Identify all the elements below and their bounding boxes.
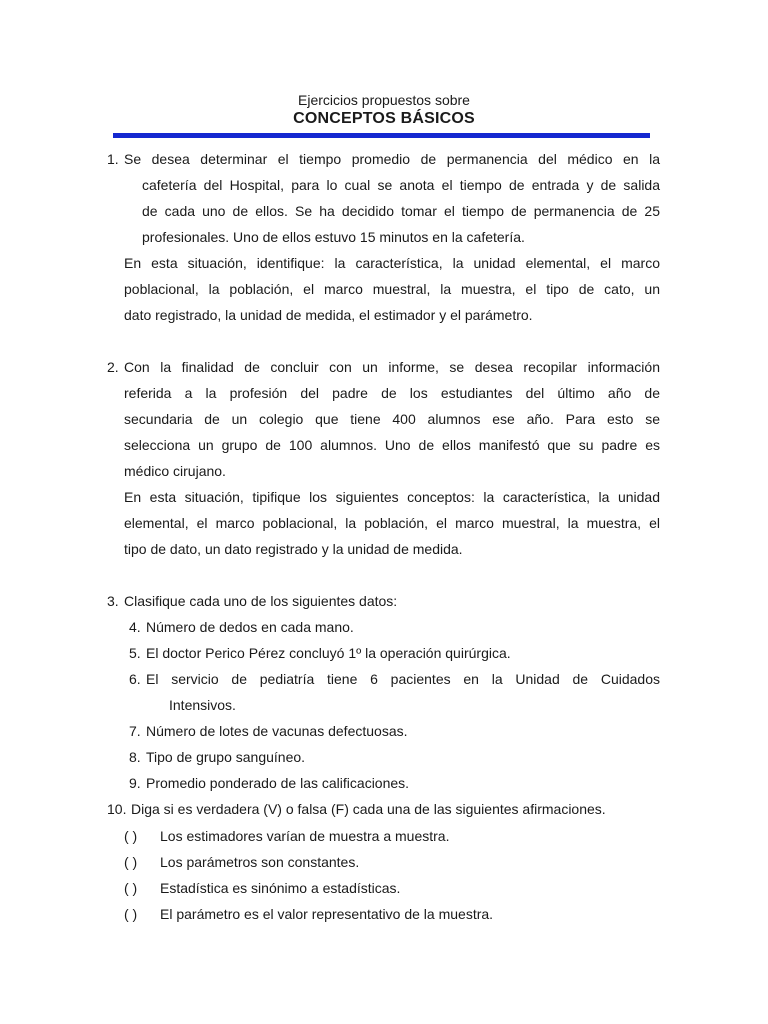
- question-text-line: profesionales. Uno de ellos estuvo 15 minutos en la cafetería.: [142, 229, 525, 245]
- list-item: Número de dedos en cada mano.: [146, 619, 354, 635]
- question-text-line: cafetería del Hospital, para lo cual se anota el tiempo de entrada y de salida: [142, 177, 660, 193]
- answer-blank: ( ): [124, 906, 138, 922]
- question-number: 2.: [107, 359, 119, 375]
- question-text-line: referida a la profesión del padre de los estudiantes del último año de: [124, 385, 660, 401]
- question-text-line: Con la finalidad de concluir con un informe, se desea recopilar información: [124, 359, 660, 375]
- list-item-continuation: Intensivos.: [169, 697, 236, 713]
- question-text-line: poblacional, la población, el marco muestral, la muestra, el tipo de cato, un: [124, 281, 660, 297]
- question-text-line: Clasifique cada uno de los siguientes datos:: [124, 593, 398, 609]
- list-item: Promedio ponderado de las calificaciones.: [146, 775, 410, 791]
- question-text-line: Se desea determinar el tiempo promedio de permanencia del médico en la: [124, 151, 660, 167]
- list-item: Tipo de grupo sanguíneo.: [146, 749, 306, 765]
- list-item-number: 9.: [129, 775, 141, 791]
- list-item-number: 6.: [129, 671, 141, 687]
- document-subtitle: Ejercicios propuestos sobre: [298, 92, 470, 108]
- statement-item: Los estimadores varían de muestra a muestra.: [160, 828, 450, 844]
- question-text-line: de cada uno de ellos. Se ha decidido tomar el tiempo de permanencia de 25: [142, 203, 660, 219]
- list-item: Número de lotes de vacunas defectuosas.: [146, 723, 408, 739]
- statement-item: Los parámetros son constantes.: [160, 854, 360, 870]
- answer-blank: ( ): [124, 828, 138, 844]
- question-text-line: En esta situación, tipifique los siguientes conceptos: la característica, la unidad: [124, 489, 660, 505]
- list-item-number: 8.: [129, 749, 141, 765]
- list-item-number: 7.: [129, 723, 141, 739]
- question-number: 10.: [107, 801, 127, 817]
- question-text-line: elemental, el marco poblacional, la población, el marco muestral, la muestra, el: [124, 515, 660, 531]
- question-text-line: tipo de dato, un dato registrado y la unidad de medida.: [124, 541, 463, 557]
- question-number: 1.: [107, 151, 119, 167]
- list-item-number: 5.: [129, 645, 141, 661]
- question-text-line: secundaria de un colegio que tiene 400 alumnos ese año. Para esto se: [124, 411, 660, 427]
- question-text-line: En esta situación, identifique: la característica, la unidad elemental, el marco: [124, 255, 660, 271]
- statement-item: Estadística es sinónimo a estadísticas.: [160, 880, 401, 896]
- statement-item: El parámetro es el valor representativo de la muestra.: [160, 906, 494, 922]
- question-number: 3.: [107, 593, 119, 609]
- list-item: El doctor Perico Pérez concluyó 1º la operación quirúrgica.: [146, 645, 511, 661]
- answer-blank: ( ): [124, 854, 138, 870]
- question-text-line: médico cirujano.: [124, 463, 226, 479]
- list-item-number: 4.: [129, 619, 141, 635]
- question-text-line: selecciona un grupo de 100 alumnos. Uno de ellos manifestó que su padre es: [124, 437, 660, 453]
- document-title: CONCEPTOS BÁSICOS: [293, 110, 475, 127]
- list-item: El servicio de pediatría tiene 6 pacientes en la Unidad de Cuidados: [146, 671, 660, 687]
- answer-blank: ( ): [124, 880, 138, 896]
- title-underline-rule: [113, 133, 650, 138]
- question-text-line: dato registrado, la unidad de medida, el estimador y el parámetro.: [124, 307, 533, 323]
- question-text-line: Diga si es verdadera (V) o falsa (F) cada una de las siguientes afirmaciones.: [131, 801, 606, 817]
